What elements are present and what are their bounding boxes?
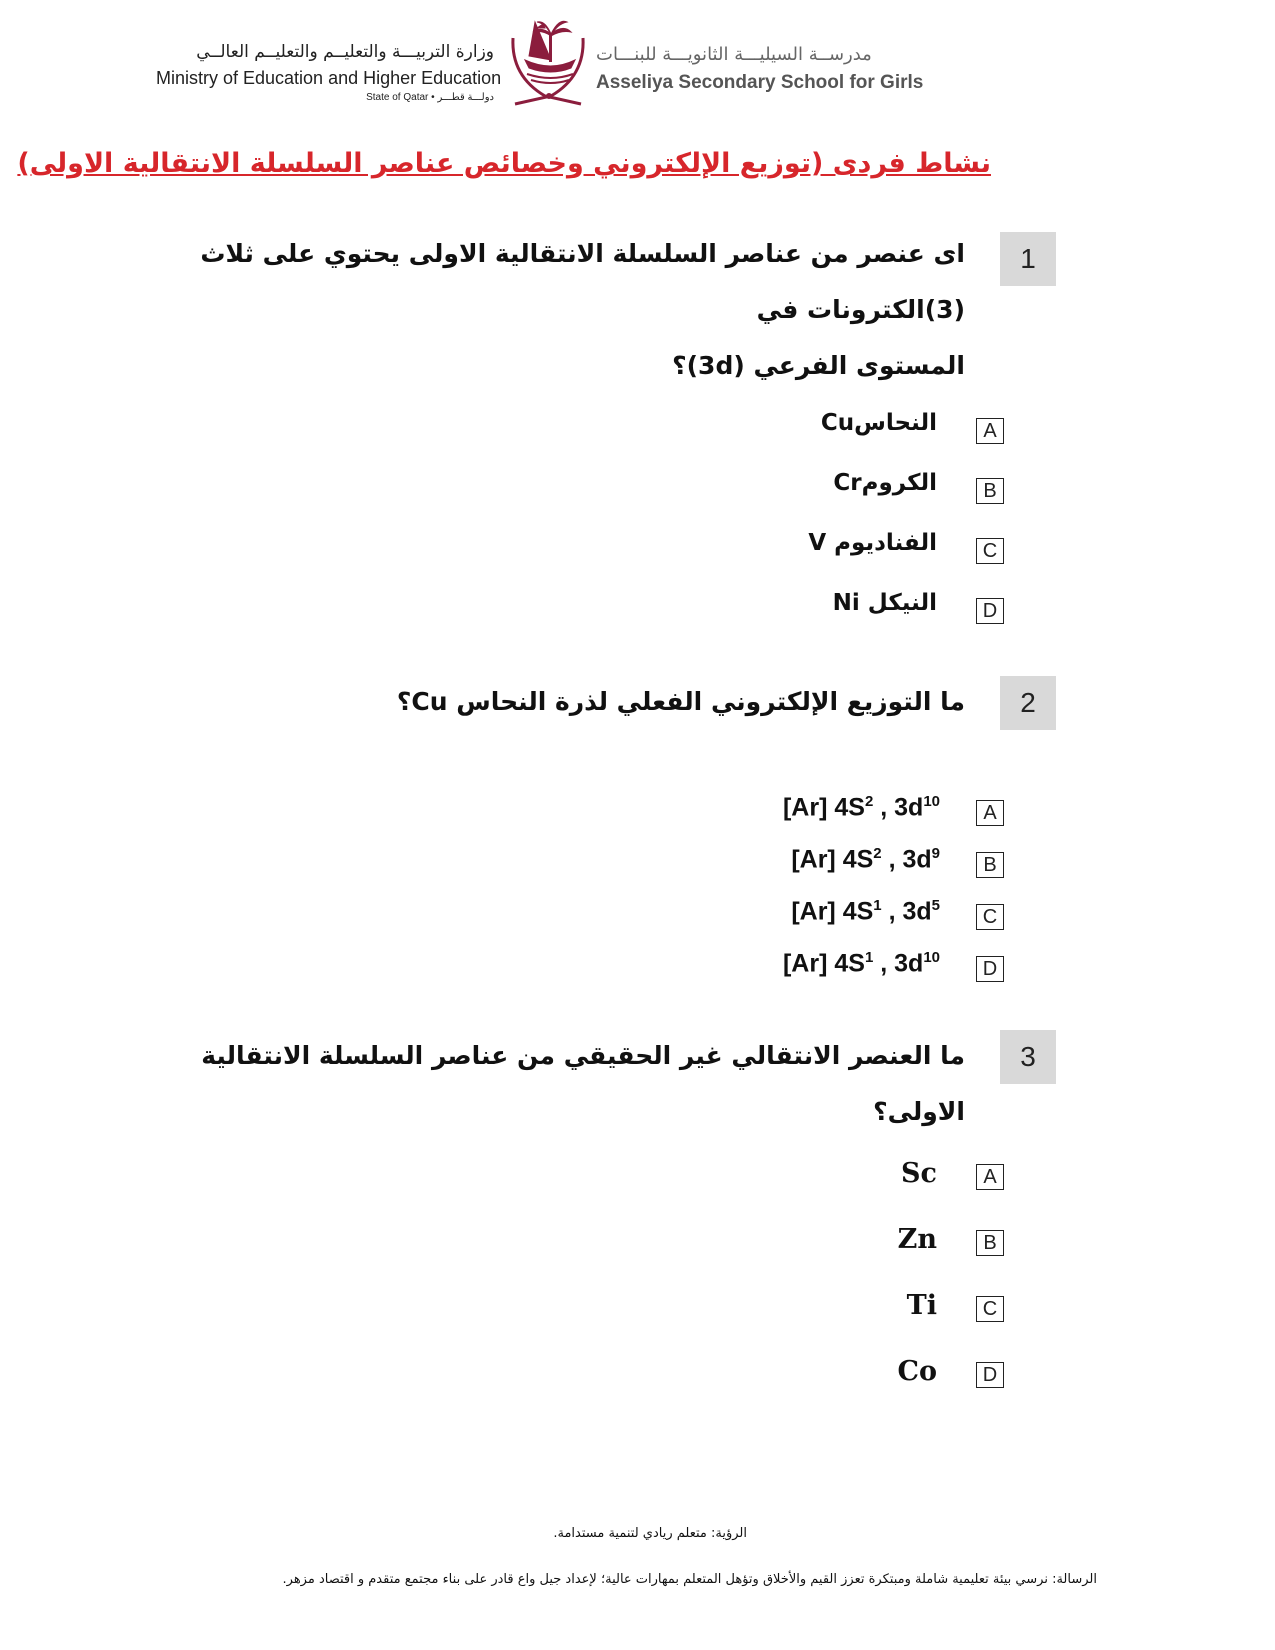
q3-option-a-text: Sc [901, 1158, 937, 1189]
q1-option-a-box[interactable]: A [976, 418, 1004, 444]
question-number-3: 3 [1000, 1030, 1056, 1084]
q1-option-d-text: النيكل Ni [832, 590, 937, 616]
q3-option-c-box[interactable]: C [976, 1296, 1004, 1322]
q1-option-b-box[interactable]: B [976, 478, 1004, 504]
footer-mission: الرسالة: نرسي بيئة تعليمية شاملة ومبتكرة تعزز القيم والأخلاق وتؤهل المتعلم بمهارات عالية؛ لإعداد جيل واع قادر على بناء مجتمع متقدم و اقتصاد مزهر. [282, 1572, 1097, 1587]
question-3-text: ما العنصر الانتقالي غير الحقيقي من عناصر السلسلة الانتقالية الاولى؟ [201, 1041, 965, 1126]
q1-option-c-box[interactable]: C [976, 538, 1004, 564]
q2-option-a-box[interactable]: A [976, 800, 1004, 826]
q3-option-a-box[interactable]: A [976, 1164, 1004, 1190]
q3-option-d-text: Co [897, 1356, 937, 1387]
page-title: نشاط فردى (توزيع الإلكتروني وخصائص عناصر السلسلة الانتقالية الاولى) [17, 148, 991, 179]
q2-option-d-box[interactable]: D [976, 956, 1004, 982]
question-number-1: 1 [1000, 232, 1056, 286]
q3-option-c-text: Ti [906, 1290, 937, 1321]
q3-option-b-box[interactable]: B [976, 1230, 1004, 1256]
question-2-text: ما التوزيع الإلكتروني الفعلي لذرة النحاس Cu؟ [396, 687, 965, 716]
question-1-line-1: اى عنصر من عناصر السلسلة الانتقالية الاولى يحتوي على ثلاث (3)الكترونات في [200, 239, 965, 324]
q2-option-d-config: [Ar] $4S^1$ , $3d^{10}$ [782, 949, 940, 978]
q1-option-c-text: الفناديوم V [808, 530, 937, 556]
school-arabic: مدرســة السيليـــة الثانويـــة للبنـــات [596, 44, 872, 65]
q1-option-d-box[interactable]: D [976, 598, 1004, 624]
q2-option-a-config: [Ar] $4S^2$ , $3d^{10}$ [782, 793, 940, 822]
state-of-qatar: State of Qatar • دولـــة قطـــر [366, 92, 494, 103]
footer-vision: الرؤية: متعلم ريادي لتنمية مستدامة. [553, 1526, 747, 1541]
q3-option-b-text: Zn [897, 1224, 937, 1255]
q2-option-b-box[interactable]: B [976, 852, 1004, 878]
qatar-emblem-icon [505, 16, 589, 108]
q1-option-a-text: النحاسCu [820, 410, 937, 436]
q1-option-b-text: الكرومCr [833, 470, 937, 496]
question-1-text [135, 226, 965, 394]
question-1-line-2: المستوى الفرعي (3d)؟ [672, 351, 965, 380]
ministry-arabic: وزارة التربيـــة والتعليــم والتعليــم العالــي [196, 42, 494, 62]
q2-option-c-config: [Ar] $4S^1$ , $3d^5$ [791, 897, 940, 926]
school-english: Asseliya Secondary School for Girls [596, 72, 924, 93]
question-number-2: 2 [1000, 676, 1056, 730]
q3-option-d-box[interactable]: D [976, 1362, 1004, 1388]
q2-option-c-box[interactable]: C [976, 904, 1004, 930]
q2-option-b-config: [Ar] $4S^2$ , $3d^9$ [791, 845, 940, 874]
ministry-english: Ministry of Education and Higher Education [156, 68, 502, 88]
